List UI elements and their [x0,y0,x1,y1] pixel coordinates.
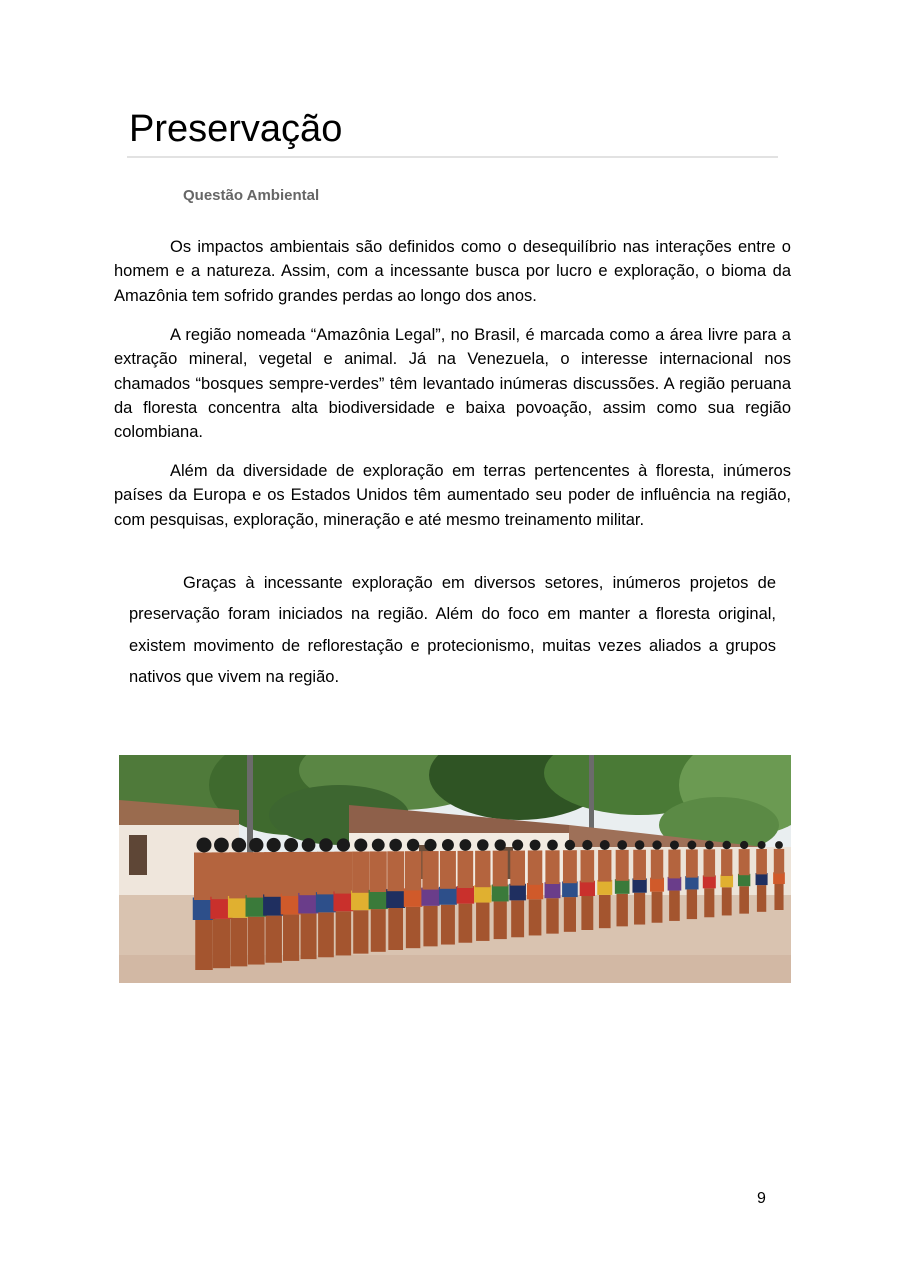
page-title: Preservação [129,108,343,150]
dancer-figure [580,840,595,930]
dancer-figure [457,839,475,943]
dancer-figure [650,840,664,922]
dancer-figure [421,839,439,946]
dancer-figure [386,839,405,950]
dancer-figure [316,838,336,957]
dancer-figure [685,841,698,920]
paragraph-1: Os impactos ambientais são definidos como o desequilíbrio nas interações entre o homem e a natureza. Assim, com a incessante busca por lucro e exploração, o bioma da Amazônia tem sofrido grandes perdas ao longo dos anos. [114,238,791,305]
dancer-figure [474,839,491,941]
dancer-figure [773,841,785,910]
dancer-figure [703,841,716,918]
dancer-figure [439,839,457,945]
dancer-figure [615,840,630,926]
dancer-figure [597,840,612,928]
paragraph-3: Além da diversidade de exploração em terras pertencentes à floresta, inúmeros países da Europa e os Estados Unidos têm aumentado seu poder de influência na região, com pesquisas, exploração, mineração e até mesmo treinamento militar. [114,462,791,529]
dancer-figure [545,840,561,934]
dancer-figure [632,840,646,924]
section-heading: Questão Ambiental [183,187,320,204]
dancer-figure [333,838,353,955]
dancer-figure [492,839,509,939]
dancer-figure [527,840,543,936]
paragraph-2: A região nomeada “Amazônia Legal”, no Brasil, é marcada como a área livre para a extração mineral, vegetal e animal. Já na Venezuela, o interesse internacional nos chamados “bosques sempre-verdes” têm levantado inúmeras discussões. A região peruana da floresta concentra alta biodiversidade e baixa povoação, assim como sua região colombiana. [114,326,791,442]
page-number: 9 [757,1190,766,1207]
photo-illustration [119,755,791,983]
dancer-figure [298,838,319,959]
dancer-figure [668,840,682,920]
dancer-figure [756,841,768,912]
dancer-figure [720,841,733,916]
dancer-figure [351,838,371,953]
dancer-figure [738,841,750,914]
dancer-figure [562,840,578,932]
dancer-figure [509,839,526,937]
paragraph-4: Graças à incessante exploração em diversos setores, inúmeros projetos de preservação foram iniciados na região. Além do foco em manter a floresta original, existem movimento de reflorestação e protecionismo, muitas vezes aliados a grupos nativos que vivem na região. [129,574,776,687]
dancer-figure [404,839,423,948]
title-divider [127,156,778,158]
photo-indigenous-procession [119,755,791,983]
dancer-figure [369,839,388,952]
